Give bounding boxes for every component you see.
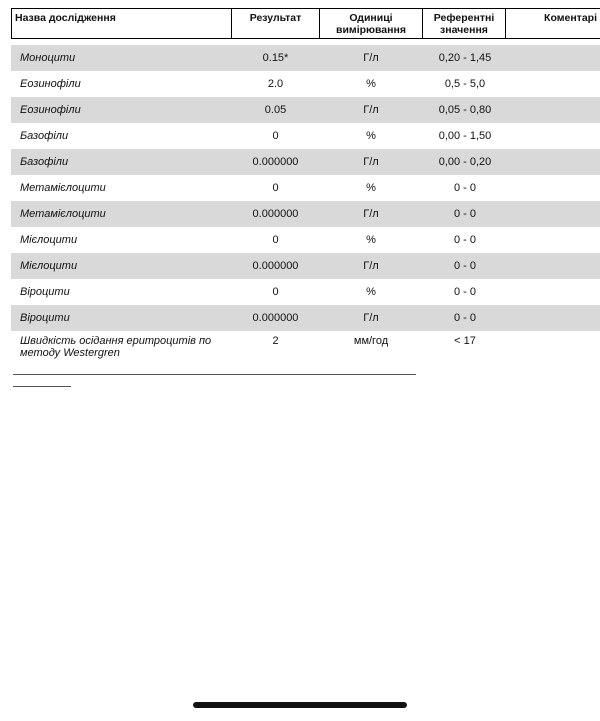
row-reference: 0,5 - 5,0 (444, 78, 486, 90)
row-unit: Г/л (363, 312, 379, 324)
row-reference: 0,20 - 1,45 (438, 52, 492, 64)
row-reference: 0,00 - 1,50 (438, 130, 492, 142)
table-row (11, 253, 600, 279)
row-test-name: Мієлоцити (20, 260, 78, 272)
table-row (11, 97, 600, 123)
row-reference: 0 - 0 (453, 182, 476, 194)
row-reference: 0 - 0 (453, 208, 476, 220)
table-row (11, 227, 600, 253)
row-reference: 0,00 - 0,20 (438, 156, 492, 168)
row-test-name: Метамієлоцити (20, 208, 106, 220)
row-reference: < 17 (454, 335, 476, 347)
row-reference: 0 - 0 (453, 312, 476, 324)
row-reference: 0,05 - 0,80 (438, 104, 492, 116)
row-unit: % (366, 182, 376, 194)
row-reference: 0 - 0 (453, 286, 476, 298)
header-comment (505, 8, 600, 39)
results-table-body (11, 45, 600, 369)
table-row (11, 45, 600, 71)
separator-line (13, 374, 416, 375)
row-unit: % (366, 78, 376, 90)
header-reference (422, 8, 506, 39)
row-test-name: Віроцити (20, 286, 70, 298)
table-row (11, 123, 600, 149)
table-row (11, 201, 600, 227)
table-row (11, 149, 600, 175)
row-result: 0.15* (262, 52, 289, 64)
header-comment-label: Коментарі (544, 12, 597, 24)
table-row (11, 305, 600, 331)
table-row (11, 71, 600, 97)
row-result: 0 (272, 234, 279, 246)
row-test-name: Базофіли (20, 130, 69, 142)
row-unit: Г/л (363, 52, 379, 64)
row-reference: 0 - 0 (453, 234, 476, 246)
row-test-name: Метамієлоцити (20, 182, 106, 194)
esr-name-line1: Швидкість осідання еритроцитів по (20, 335, 212, 347)
row-test-name: Еозинофіли (20, 78, 81, 90)
esr-name-line2: методу Westergren (20, 347, 120, 359)
row-unit: Г/л (363, 260, 379, 272)
row-test-name: Мієлоцити (20, 234, 78, 246)
row-unit: Г/л (363, 104, 379, 116)
row-unit: мм/год (353, 335, 389, 347)
row-result: 0.000000 (252, 208, 299, 220)
row-result: 0 (272, 286, 279, 298)
row-unit: % (366, 286, 376, 298)
table-row (11, 175, 600, 201)
header-result-label: Результат (249, 12, 302, 24)
header-units-line1: Одиниці (349, 11, 393, 24)
row-result: 0.05 (264, 104, 287, 116)
row-result: 0 (272, 182, 279, 194)
table-row (11, 279, 600, 305)
row-reference: 0 - 0 (453, 260, 476, 272)
row-result: 0 (272, 130, 279, 142)
row-test-name: Базофіли (20, 156, 69, 168)
row-result: 0.000000 (252, 312, 299, 324)
row-test-name (20, 331, 230, 369)
row-unit: Г/л (363, 156, 379, 168)
header-reference-line2: значення (440, 23, 488, 36)
home-indicator[interactable] (193, 702, 407, 708)
row-test-name: Віроцити (20, 312, 70, 324)
row-unit: % (366, 130, 376, 142)
header-test-name-label: Назва дослідження (15, 12, 116, 24)
table-row-esr (11, 331, 600, 369)
row-result: 0.000000 (252, 260, 299, 272)
row-test-name: Моноцити (20, 52, 76, 64)
row-result: 0.000000 (252, 156, 299, 168)
header-reference-line1: Референтні (433, 11, 495, 24)
row-unit: % (366, 234, 376, 246)
row-result: 2.0 (267, 78, 284, 90)
row-unit: Г/л (363, 208, 379, 220)
header-test-name (11, 8, 232, 39)
separator-line-short (13, 386, 71, 387)
header-units (319, 8, 423, 39)
header-result (231, 8, 320, 39)
header-units-line2: вимірювання (336, 23, 406, 36)
row-test-name: Еозинофіли (20, 104, 81, 116)
row-result: 2 (272, 335, 279, 347)
